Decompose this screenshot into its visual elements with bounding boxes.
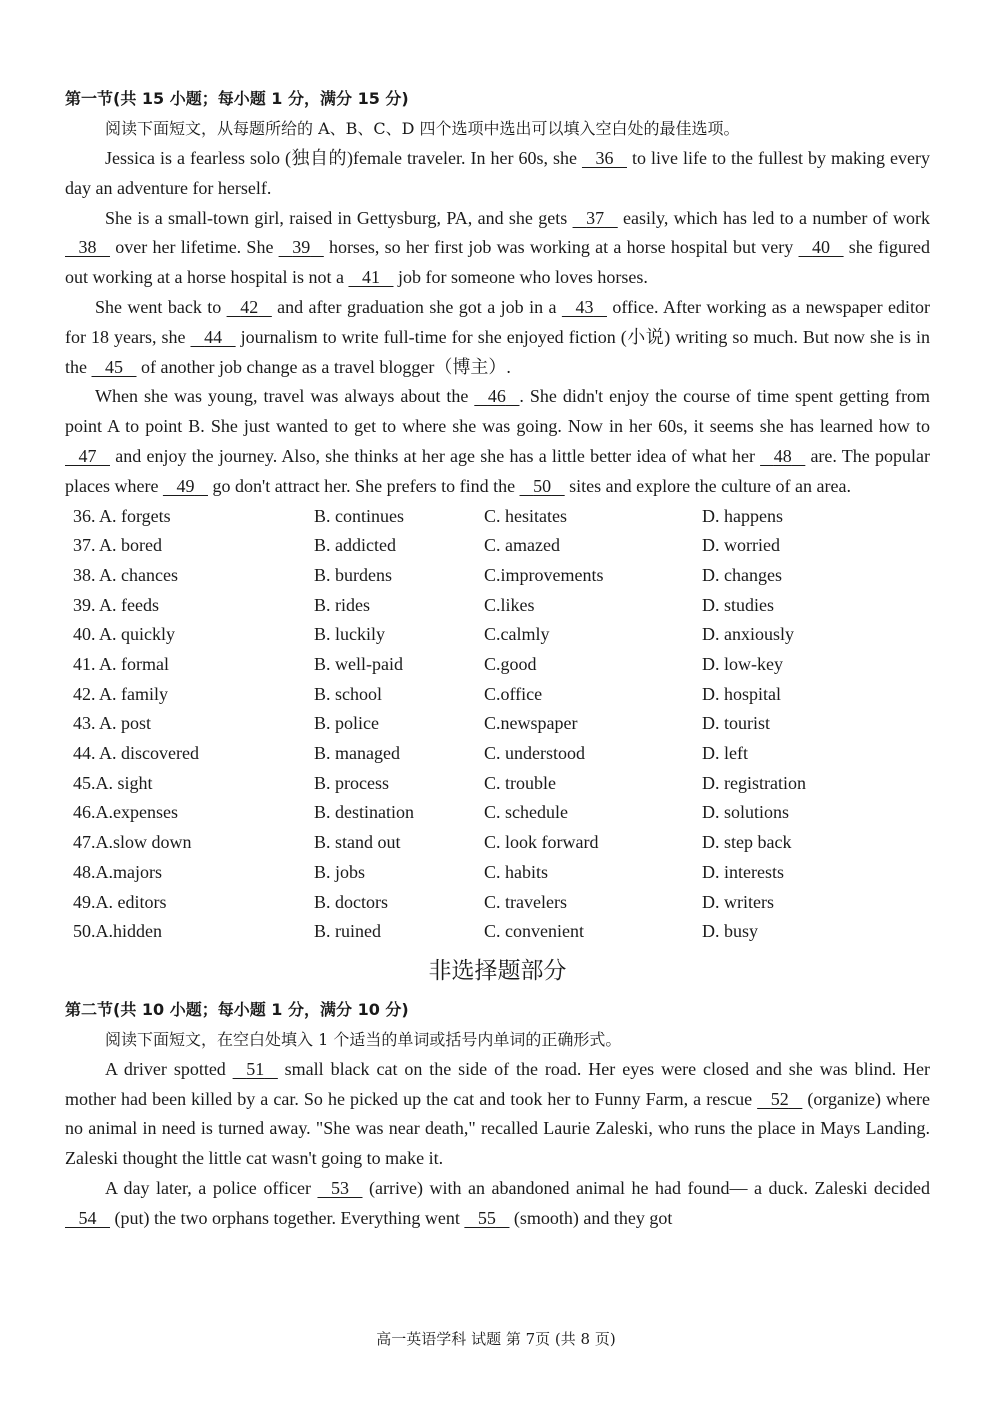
blank-54: 54	[78, 1207, 97, 1228]
blank-42: 42	[240, 296, 259, 317]
option-b: B. doctors	[314, 891, 388, 912]
passage-text: A day later, a police officer	[105, 1178, 311, 1199]
option-row-42	[65, 680, 930, 710]
option-c: C. hesitates	[484, 505, 567, 526]
passage-text: small black cat on the side of the road. Her eyes were closed and she was blind. Her mother had been killed by a car. So he picked up the cat and took her to Funny Farm, a rescue	[65, 1058, 931, 1109]
option-c: C. amazed	[484, 535, 560, 556]
option-d: D. studies	[702, 594, 774, 615]
passage-text: over her lifetime. She	[115, 237, 274, 258]
passage-text: When she was young, travel was always about the	[95, 386, 469, 407]
option-row-37	[65, 531, 930, 561]
option-c: C.office	[484, 683, 543, 704]
option-a: 39. A. feeds	[73, 594, 159, 615]
option-a: 36. A. forgets	[73, 505, 171, 526]
blank-43: 43	[575, 296, 594, 317]
option-row-39	[65, 591, 930, 621]
option-a: 49.A. editors	[73, 891, 167, 912]
option-d: D. low-key	[702, 654, 783, 674]
passage1-paragraph-2	[65, 204, 930, 293]
option-row-40	[65, 620, 930, 650]
option-d: D. happens	[702, 505, 783, 526]
option-row-41	[65, 650, 930, 680]
option-b: B. jobs	[314, 861, 366, 882]
passage-text: of another job change as a travel blogger（博主）.	[141, 356, 511, 377]
option-a: 40. A. quickly	[73, 624, 175, 645]
passage-text: sites and explore the culture of an area.	[569, 475, 851, 496]
option-c: C. convenient	[484, 921, 584, 942]
option-b: B. burdens	[314, 564, 392, 585]
option-c: C.likes	[484, 594, 535, 615]
option-c: C.calmly	[484, 624, 550, 645]
passage2-paragraph-2	[65, 1174, 930, 1234]
passage-text: A driver spotted	[105, 1058, 226, 1079]
option-c: C. travelers	[484, 891, 567, 912]
blank-48: 48	[773, 445, 792, 466]
passage-text: She is a small-town girl, raised in Gettysburg, PA, and she gets	[105, 207, 568, 228]
option-d: D. writers	[702, 891, 774, 912]
option-row-44	[65, 739, 930, 769]
option-b: B. school	[314, 683, 383, 704]
passage2-paragraph-1	[65, 1055, 930, 1174]
option-d: D. step back	[702, 832, 792, 853]
section1-title: 第一节(共 15 小题；每小题 1 分，满分 15 分)	[65, 89, 409, 108]
blank-50: 50	[533, 475, 552, 496]
blank-39: 39	[292, 237, 311, 258]
option-d: D. registration	[702, 772, 806, 793]
passage-text: are. The popular places where	[65, 445, 931, 496]
option-a: 38. A. chances	[73, 564, 178, 585]
option-row-43	[65, 709, 930, 739]
passage-text: (arrive) with an abandoned animal he had found— a duck. Zaleski decided	[369, 1178, 931, 1199]
passage-text: Jessica is a fearless solo (独自的)female traveler. In her 60s, she	[105, 148, 577, 168]
option-c: C.good	[484, 654, 537, 674]
part-heading: 非选择题部分	[428, 957, 567, 984]
option-d: D. left	[702, 743, 748, 764]
exam-page	[65, 80, 930, 1234]
option-d: D. busy	[702, 921, 759, 942]
option-a: 41. A. formal	[73, 654, 169, 674]
blank-49: 49	[176, 475, 195, 496]
option-d: D. solutions	[702, 802, 790, 823]
option-b: B. continues	[314, 505, 404, 526]
option-c: C. schedule	[484, 802, 568, 823]
option-b: B. well-paid	[314, 654, 403, 674]
option-row-36	[65, 502, 930, 532]
blank-55: 55	[477, 1207, 496, 1228]
section1-instruction: 阅读下面短文，从每题所给的 A、B、C、D 四个选项中选出可以填入空白处的最佳选项。	[105, 119, 740, 138]
option-d: D. anxiously	[702, 624, 794, 645]
option-b: B. destination	[314, 802, 414, 823]
blank-53: 53	[330, 1178, 349, 1199]
blank-38: 38	[78, 237, 97, 258]
option-c: C.newspaper	[484, 713, 578, 734]
option-d: D. interests	[702, 861, 784, 882]
passage-text: She went back to	[95, 296, 222, 317]
option-d: D. hospital	[702, 683, 781, 704]
blank-52: 52	[770, 1088, 789, 1109]
passage-text: (organize) where no animal in need is turned away. "She was near death," recalled Laurie Zaleski, who runs the place in Mays Landing. Zaleski thought the little cat wasn't going to make it.	[65, 1088, 930, 1169]
option-row-46	[65, 798, 930, 828]
option-b: B. process	[314, 772, 389, 793]
option-row-49	[65, 888, 930, 918]
option-a: 47.A.slow down	[73, 832, 192, 853]
option-b: B. police	[314, 713, 379, 734]
passage-text: journalism to write full-time for she enjoyed fiction (小说) writing so much. But now she is in the	[65, 326, 930, 377]
section2-instruction: 阅读下面短文，在空白处填入 1 个适当的单词或括号内单词的正确形式。	[105, 1029, 622, 1049]
blank-37: 37	[586, 207, 605, 228]
passage-text: and enjoy the journey. Also, she thinks at her age she has a little better idea of what her	[115, 445, 755, 466]
passage-text: and after graduation she got a job in a	[277, 296, 557, 317]
passage-text: . She didn't enjoy the course of time spent getting from point A to point B. She just wanted to get to where she was going. Now in her 60s, it seems she has learned how to	[65, 386, 930, 437]
option-c: C.improvements	[484, 564, 604, 585]
option-c: C. understood	[484, 743, 585, 764]
option-row-48	[65, 858, 930, 888]
option-a: 42. A. family	[73, 683, 168, 704]
option-row-50	[65, 917, 930, 947]
blank-36: 36	[595, 148, 614, 168]
section2-title: 第二节(共 10 小题；每小题 1 分，满分 10 分)	[65, 999, 409, 1019]
blank-40: 40	[812, 237, 831, 258]
answer-options	[65, 502, 930, 947]
option-a: 43. A. post	[73, 713, 152, 734]
option-a: 45.A. sight	[73, 772, 153, 793]
option-d: D. changes	[702, 564, 782, 585]
passage-text: to live life to the fullest by making every day an adventure for herself.	[65, 148, 930, 198]
option-row-38	[65, 561, 930, 591]
passage-text: easily, which has led to a number of work	[623, 207, 931, 228]
option-row-47	[65, 828, 930, 858]
option-c: C. habits	[484, 861, 549, 882]
passage-text: horses, so her first job was working at a horse hospital but very	[328, 237, 794, 258]
option-d: D. worried	[702, 535, 780, 556]
option-a: 46.A.expenses	[73, 802, 178, 823]
passage-text: go don't attract her. She prefers to find the	[212, 475, 516, 496]
option-b: B. ruined	[314, 921, 381, 942]
option-a: 48.A.majors	[73, 861, 162, 882]
option-c: C. trouble	[484, 772, 556, 793]
option-a: 44. A. discovered	[73, 743, 199, 764]
passage-text: she figured out working at a horse hospital is not a	[65, 237, 931, 288]
blank-41: 41	[361, 267, 380, 288]
page-footer: 高一英语学科 试题 第 7页 (共 8 页)	[376, 1330, 616, 1348]
option-b: B. addicted	[314, 535, 396, 556]
blank-47: 47	[78, 445, 97, 466]
option-c: C. look forward	[484, 832, 599, 853]
option-b: B. stand out	[314, 832, 401, 853]
blank-51: 51	[246, 1058, 265, 1079]
blank-45: 45	[105, 356, 123, 377]
passage-text: office. After working as a newspaper editor for 18 years, she	[65, 296, 931, 347]
blank-46: 46	[487, 386, 506, 407]
option-row-45	[65, 769, 930, 799]
option-b: B. luckily	[314, 624, 385, 645]
passage1-paragraph-1	[65, 144, 930, 204]
option-d: D. tourist	[702, 713, 771, 734]
passage1-paragraph-3	[65, 293, 930, 382]
passage-text: job for someone who loves horses.	[397, 267, 648, 288]
passage1-paragraph-4	[65, 382, 930, 501]
option-a: 50.A.hidden	[73, 921, 162, 942]
option-b: B. managed	[314, 743, 400, 764]
passage-text: (smooth) and they got	[513, 1207, 673, 1228]
option-a: 37. A. bored	[73, 535, 162, 556]
blank-44: 44	[204, 326, 223, 347]
passage-text: (put) the two orphans together. Everything went	[114, 1207, 460, 1228]
option-b: B. rides	[314, 594, 370, 615]
